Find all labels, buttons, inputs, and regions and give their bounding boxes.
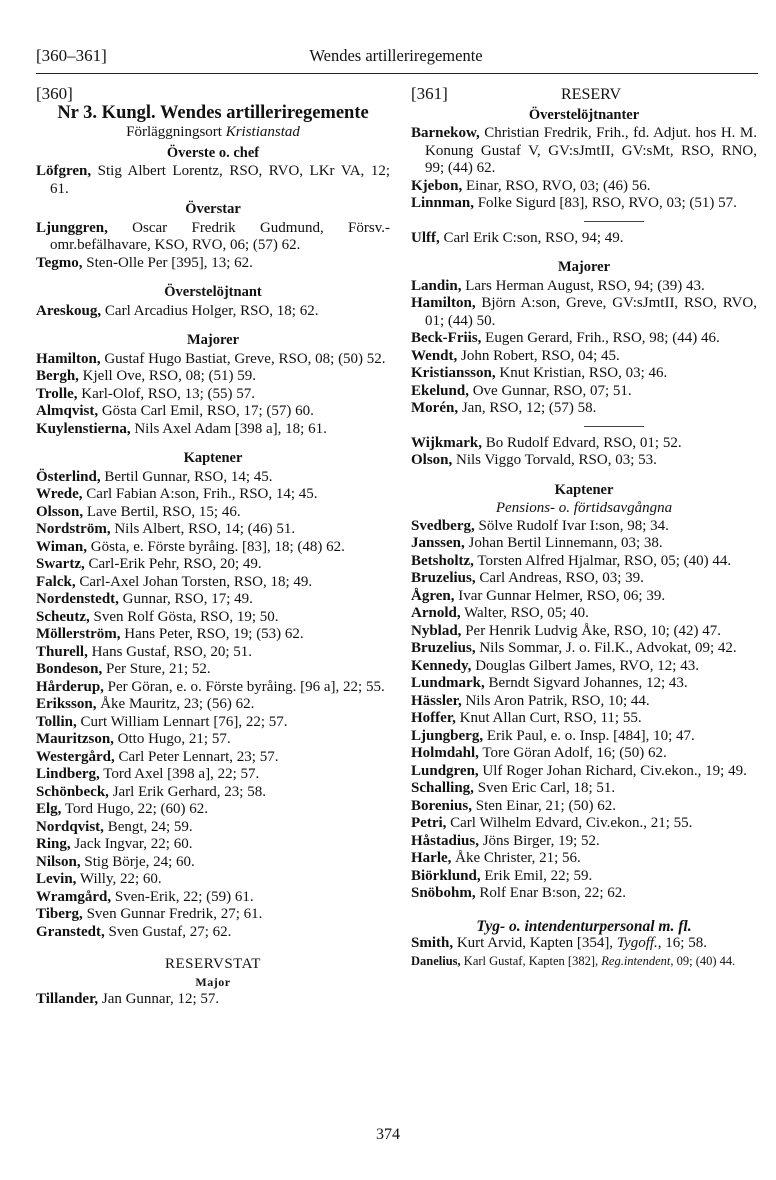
entry-years: , 09; (40) 44.	[670, 953, 736, 968]
entry	[411, 850, 757, 868]
right-column	[411, 85, 757, 970]
entry	[411, 815, 757, 833]
entry-surname: Granstedt,	[36, 923, 105, 940]
entry	[411, 833, 757, 851]
entry-role: Reg.intendent	[601, 953, 671, 968]
entry	[411, 383, 757, 401]
entry-details: Sten Einar, 21; (50) 62.	[472, 797, 616, 814]
entry-years: , 16; 58.	[657, 935, 707, 951]
entry-surname: Harle,	[411, 850, 452, 866]
entry-details: Jack Ingvar, 22; 60.	[70, 836, 193, 852]
entry-details: Carl Andreas, RSO, 03; 39.	[475, 570, 644, 586]
entry	[411, 605, 757, 623]
entry-surname: Schönbeck,	[36, 783, 109, 800]
entry	[411, 798, 757, 816]
entry-details: Kjell Ove, RSO, 08; (51) 59.	[78, 368, 256, 384]
entry-surname: Almqvist,	[36, 403, 99, 419]
entry-details: Jan, RSO, 12; (57) 58.	[458, 400, 597, 416]
page-number: 374	[376, 1126, 400, 1143]
entry	[36, 889, 390, 907]
entry-surname: Tillander,	[36, 991, 99, 1007]
left-sections	[36, 145, 390, 942]
entry	[36, 486, 390, 504]
entry	[36, 368, 390, 386]
entry	[36, 163, 390, 198]
entry-surname: Scheutz,	[36, 608, 90, 625]
entry	[36, 556, 390, 574]
entry-details: Sven Eric Carl, 18; 51.	[473, 780, 616, 796]
entry-surname: Biörklund,	[411, 867, 481, 884]
entry-surname: Hoffer,	[411, 710, 456, 726]
entry-details: Knut Kristian, RSO, 03; 46.	[495, 365, 668, 381]
entry-surname: Möllerström,	[36, 626, 121, 642]
entry-details: Curt William Lennart [76], 22; 57.	[76, 713, 288, 730]
entry-surname: Swartz,	[36, 556, 85, 572]
entry-surname: Lundgren,	[411, 762, 479, 779]
entry-details: Carl-Erik Pehr, RSO, 20; 49.	[84, 556, 262, 572]
entry	[411, 295, 757, 330]
entry-surname: Hamilton,	[411, 295, 476, 311]
entry-surname: Kristiansson,	[411, 365, 496, 381]
entry	[36, 469, 390, 487]
entry	[411, 435, 757, 453]
entry-surname: Tollin,	[36, 713, 77, 730]
entry	[36, 714, 390, 732]
entry	[411, 178, 757, 196]
entry	[36, 749, 390, 767]
entry-details: Sten-Olle Per [395], 13; 62.	[82, 254, 253, 271]
entry-surname: Wiman,	[36, 538, 87, 555]
entry-surname: Thurell,	[36, 643, 88, 660]
entry	[411, 553, 757, 571]
entry-surname: Tegmo,	[36, 254, 83, 271]
entry-details: Sven Gunnar Fredrik, 27; 61.	[82, 906, 263, 922]
entry-details: Folke Sigurd [83], RSO, RVO, 03; (51) 57.	[473, 195, 737, 211]
running-header	[36, 46, 756, 72]
entry	[411, 230, 757, 248]
entry-surname: Barnekow,	[411, 125, 480, 141]
entry-surname: Mauritzson,	[36, 731, 114, 747]
entry-details: Jan Gunnar, 12; 57.	[98, 991, 220, 1007]
entry-surname: Nyblad,	[411, 622, 462, 639]
entry-surname: Wramgård,	[36, 888, 112, 905]
entry-details: Ove Gunnar, RSO, 07; 51.	[468, 382, 632, 399]
entry-details: Ulf Roger Johan Richard, Civ.ekon., 19; 49.	[478, 762, 747, 779]
entry	[411, 885, 757, 903]
entry	[36, 801, 390, 819]
entry-details: Knut Allan Curt, RSO, 11; 55.	[455, 710, 642, 726]
header-rule	[36, 73, 758, 74]
section-entries	[36, 220, 390, 273]
entry-surname: Svedberg,	[411, 517, 475, 534]
heading-majorer-reserv: Majorer	[557, 259, 611, 275]
reserv-heading: RESERV	[561, 86, 622, 103]
entry-surname: Löfgren,	[36, 163, 92, 179]
entry-surname: Betsholtz,	[411, 552, 474, 569]
entry	[36, 784, 390, 802]
entry-surname: Trolle,	[36, 385, 78, 402]
entry-surname: Borenius,	[411, 797, 472, 814]
entry-details: Nils Viggo Torvald, RSO, 03; 53.	[452, 452, 657, 468]
entry-surname: Levin,	[36, 871, 77, 887]
reservstat-list	[36, 991, 390, 1009]
separator	[584, 426, 644, 427]
entry-surname: Ljungberg,	[411, 727, 484, 744]
entry-details: Sven-Erik, 22; (59) 61.	[111, 888, 254, 905]
entry-details: Douglas Gilbert James, RVO, 12; 43.	[471, 657, 699, 674]
entry-surname: Ekelund,	[411, 382, 469, 399]
entry-details: Erik Emil, 22; 59.	[480, 867, 593, 884]
entry-surname: Ulff,	[411, 229, 440, 246]
entry-surname: Wrede,	[36, 486, 83, 502]
entry-details: Åke Mauritz, 23; (56) 62.	[96, 696, 255, 712]
location-prefix: Förläggningsort	[126, 124, 226, 140]
entry-details: Carl Fabian A:son, Frih., RSO, 14; 45.	[82, 486, 318, 502]
entry-details: Lars Herman August, RSO, 94; (39) 43.	[461, 277, 705, 294]
section-entries	[36, 303, 390, 321]
entry	[411, 710, 757, 728]
entry-surname: Linnman,	[411, 195, 474, 211]
entry-details: Oscar Fredrik Gudmund, Försv.-omr.befälhavare, KSO, RVO, 06; (57) 62.	[50, 219, 390, 253]
entry	[411, 780, 757, 798]
entry-surname: Tiberg,	[36, 906, 83, 922]
heading-overstelojtnanter: Överstelöjtnanter	[528, 106, 640, 123]
entry-surname: Lindberg,	[36, 766, 100, 782]
entry	[36, 644, 390, 662]
entry-details: Carl-Axel Johan Torsten, RSO, 18; 49.	[75, 573, 313, 590]
entry-surname: Hårderup,	[36, 678, 104, 695]
right-top	[411, 85, 757, 104]
entry-details: Erik Paul, e. o. Insp. [484], 10; 47.	[483, 727, 695, 744]
majorer-list	[411, 278, 757, 418]
entry	[411, 868, 757, 886]
entry-details: Karl Gustaf, Kapten [382],	[460, 953, 602, 968]
entry-details: Eugen Gerard, Frih., RSO, 98; (44) 46.	[481, 330, 720, 346]
entry-details: Gunnar, RSO, 17; 49.	[118, 591, 253, 607]
entry-surname: Arnold,	[411, 605, 461, 621]
entry-details: Torsten Alfred Hjalmar, RSO, 05; (40) 44.	[473, 552, 732, 569]
entry	[411, 658, 757, 676]
entry	[36, 924, 390, 942]
entry-details: Gösta, e. Förste byråing. [83], 18; (48) 62.	[86, 538, 345, 555]
entry-details: Lave Bertil, RSO, 15; 46.	[83, 503, 241, 520]
entry-surname: Bruzelius,	[411, 640, 476, 656]
entry-surname: Bondeson,	[36, 661, 103, 677]
entry	[411, 365, 757, 383]
entry-surname: Hässler,	[411, 692, 462, 709]
entry-danelius	[411, 953, 757, 971]
overstelojtnanter-list-2	[411, 230, 757, 248]
entry-surname: Kennedy,	[411, 657, 472, 674]
entry	[36, 255, 390, 273]
entry-details: Åke Christer, 21; 56.	[451, 850, 581, 866]
entry	[36, 504, 390, 522]
entry-details: Walter, RSO, 05; 40.	[460, 605, 589, 621]
entry	[411, 535, 757, 553]
entry-surname: Bruzelius,	[411, 570, 476, 586]
majorer-list-2	[411, 435, 757, 470]
entry-details: Nils Sommar, J. o. Fil.K., Advokat, 09; 42.	[475, 640, 737, 656]
entry	[411, 330, 757, 348]
entry-details: Nils Albert, RSO, 14; (46) 51.	[110, 521, 296, 537]
section-number-right: [361]	[411, 84, 448, 103]
entry-surname: Olsson,	[36, 503, 84, 520]
entry-surname: Falck,	[36, 573, 76, 590]
entry	[36, 731, 390, 749]
entry-details: Carl Wilhelm Edvard, Civ.ekon., 21; 55.	[446, 815, 693, 831]
entry-details: Hans Peter, RSO, 19; (53) 62.	[120, 626, 304, 642]
kaptener-subheading: Pensions- o. förtidsavgångna	[495, 500, 673, 516]
entry-details: Willy, 22; 60.	[76, 871, 162, 887]
entry-surname: Kjebon,	[411, 177, 463, 194]
reservstat-heading: RESERVSTAT	[165, 956, 261, 972]
entry	[36, 421, 390, 439]
separator	[584, 221, 644, 222]
entry-surname: Holmdahl,	[411, 745, 479, 761]
entry	[36, 591, 390, 609]
section-heading: Överstar	[185, 201, 241, 217]
overstelojtnanter-list	[411, 125, 757, 213]
entry-details: Per Göran, e. o. Förste byråing. [96 a], 22; 55.	[103, 678, 385, 695]
entry-details: Kurt Arvid, Kapten [354],	[453, 935, 617, 951]
entry-surname: Janssen,	[411, 535, 465, 551]
section-heading: Majorer	[186, 332, 240, 348]
entry-details: Björn A:son, Greve, GV:sJmtII, RSO, RVO, 01; (44) 50.	[425, 295, 757, 329]
entry-surname: Elg,	[36, 801, 62, 817]
entry	[411, 693, 757, 711]
heading-kaptener-reserv: Kaptener	[554, 481, 614, 498]
section-heading: Kaptener	[183, 450, 243, 466]
entry-surname: Eriksson,	[36, 696, 97, 712]
running-title: Wendes artilleriregemente	[309, 46, 483, 65]
entry-details: Berndt Sigvard Johannes, 12; 43.	[484, 675, 688, 691]
entry	[36, 836, 390, 854]
entry-details: Christian Fredrik, Frih., fd. Adjut. hos H. M. Konung Gustaf V, GV:sJmtII, GV:sMt, RSO, RNO, 99; (44) 62.	[425, 125, 757, 176]
entry	[411, 195, 757, 213]
entry-surname: Morén,	[411, 400, 459, 416]
entry-details: Jöns Birger, 19; 52.	[478, 832, 600, 849]
entry	[36, 386, 390, 404]
entry-surname: Olson,	[411, 452, 453, 468]
entry	[36, 303, 390, 321]
garrison-location	[36, 124, 390, 142]
entry-details: Carl Peter Lennart, 23; 57.	[114, 748, 279, 765]
entry-surname: Petri,	[411, 815, 447, 831]
entry	[36, 626, 390, 644]
entry	[36, 521, 390, 539]
entry	[36, 906, 390, 924]
entry-smith	[411, 935, 757, 953]
section-entries	[36, 351, 390, 439]
entry-details: Per Henrik Ludvig Åke, RSO, 10; (42) 47.	[461, 622, 721, 639]
location-name: Kristianstad	[225, 124, 300, 140]
entry	[36, 609, 390, 627]
entry-surname: Areskoug,	[36, 302, 102, 319]
entry	[411, 640, 757, 658]
entry-details: Carl Arcadius Holger, RSO, 18; 62.	[101, 302, 319, 319]
entry-details: Ivar Gunnar Helmer, RSO, 06; 39.	[454, 587, 666, 604]
entry-surname: Ljunggren,	[36, 219, 108, 236]
entry	[36, 766, 390, 784]
entry-surname: Ring,	[36, 836, 71, 852]
entry	[411, 278, 757, 296]
entry-details: John Robert, RSO, 04; 45.	[457, 347, 620, 364]
entry-details: Jarl Erik Gerhard, 23; 58.	[108, 783, 266, 800]
entry-surname: Ågren,	[411, 587, 455, 604]
entry-surname: Österlind,	[36, 468, 101, 485]
entry	[36, 403, 390, 421]
reservstat-sub: Major	[195, 974, 231, 989]
entry	[411, 745, 757, 763]
entry-details: Per Sture, 21; 52.	[102, 661, 211, 677]
entry	[36, 539, 390, 557]
entry	[36, 819, 390, 837]
entry	[411, 570, 757, 588]
page-range: [360–361]	[36, 46, 107, 65]
entry-surname: Nordström,	[36, 521, 111, 537]
entry	[36, 574, 390, 592]
entry	[36, 871, 390, 889]
entry-surname: Landin,	[411, 277, 462, 294]
entry	[411, 728, 757, 746]
section-entries	[36, 469, 390, 942]
entry-details: Tore Göran Adolf, 16; (50) 62.	[478, 745, 667, 761]
entry	[36, 220, 390, 255]
entry	[36, 696, 390, 714]
entry	[411, 400, 757, 418]
entry-surname: Nordenstedt,	[36, 591, 119, 607]
entry	[411, 452, 757, 470]
entry-details: Gustaf Hugo Bastiat, Greve, RSO, 08; (50) 52.	[100, 350, 386, 367]
entry-surname: Bergh,	[36, 368, 79, 384]
entry	[36, 854, 390, 872]
section-heading: Överste o. chef	[166, 144, 260, 161]
entry-surname: Snöbohm,	[411, 885, 476, 901]
entry	[411, 518, 757, 536]
entry-surname: Kuylenstierna,	[36, 420, 131, 437]
entry-details: Tord Axel [398 a], 22; 57.	[99, 766, 260, 782]
entry-details: Nils Aron Patrik, RSO, 10; 44.	[461, 692, 650, 709]
entry-details: Karl-Olof, RSO, 13; (55) 57.	[77, 385, 256, 402]
entry-surname: Nilson,	[36, 853, 81, 870]
entry-details: Sölve Rudolf Ivar I:son, 98; 34.	[474, 517, 669, 534]
entry-surname: Schalling,	[411, 780, 474, 796]
entry	[411, 623, 757, 641]
entry-details: Johan Bertil Linnemann, 03; 38.	[464, 535, 663, 551]
entry-details: Sven Rolf Gösta, RSO, 19; 50.	[89, 608, 279, 625]
entry	[36, 351, 390, 369]
entry-details: Hans Gustaf, RSO, 20; 51.	[87, 643, 252, 660]
kaptener-list	[411, 518, 757, 903]
entry	[36, 991, 390, 1009]
entry	[411, 763, 757, 781]
entry-details: Carl Erik C:son, RSO, 94; 49.	[439, 229, 624, 246]
entry	[411, 125, 757, 178]
entry-surname: Hamilton,	[36, 350, 101, 367]
entry-surname: Smith,	[411, 935, 454, 951]
entry-surname: Danelius,	[411, 953, 461, 968]
entry-details: Bertil Gunnar, RSO, 14; 45.	[100, 468, 273, 485]
entry-details: Bengt, 24; 59.	[103, 818, 193, 835]
entry-details: Nils Axel Adam [398 a], 18; 61.	[130, 420, 327, 437]
entry-details: Tord Hugo, 22; (60) 62.	[61, 801, 209, 817]
entry-details: Gösta Carl Emil, RSO, 17; (57) 60.	[98, 403, 314, 419]
entry-surname: Håstadius,	[411, 832, 479, 849]
entry-surname: Beck-Friis,	[411, 330, 482, 346]
entry-details: Stig Börje, 24; 60.	[80, 853, 195, 870]
regiment-title: Nr 3. Kungl. Wendes artilleriregemente	[57, 102, 369, 123]
heading-tyg-intendentur: Tyg- o. intendenturpersonal m. fl.	[476, 917, 692, 935]
entry	[411, 588, 757, 606]
entry-role: Tygoff.	[616, 935, 658, 951]
entry-surname: Wendt,	[411, 347, 458, 364]
entry-surname: Wijkmark,	[411, 434, 482, 451]
entry-details: Stig Albert Lorentz, RSO, RVO, LKr VA, 12; 61.	[50, 163, 390, 197]
entry-details: Einar, RSO, RVO, 03; (46) 56.	[462, 177, 651, 194]
entry	[36, 661, 390, 679]
section-heading: Överstelöjtnant	[164, 284, 262, 300]
entry-details: Bo Rudolf Edvard, RSO, 01; 52.	[481, 434, 682, 451]
entry-surname: Westergård,	[36, 748, 115, 765]
section-number: [360]	[36, 84, 73, 103]
entry	[36, 679, 390, 697]
entry-details: Rolf Enar B:son, 22; 62.	[475, 885, 627, 901]
entry-surname: Lundmark,	[411, 675, 485, 691]
left-column	[36, 85, 390, 1009]
entry	[411, 675, 757, 693]
entry	[411, 348, 757, 366]
entry-details: Sven Gustaf, 27; 62.	[104, 923, 232, 940]
entry-surname: Nordqvist,	[36, 818, 104, 835]
entry-details: Otto Hugo, 21; 57.	[113, 731, 231, 747]
section-entries	[36, 163, 390, 198]
